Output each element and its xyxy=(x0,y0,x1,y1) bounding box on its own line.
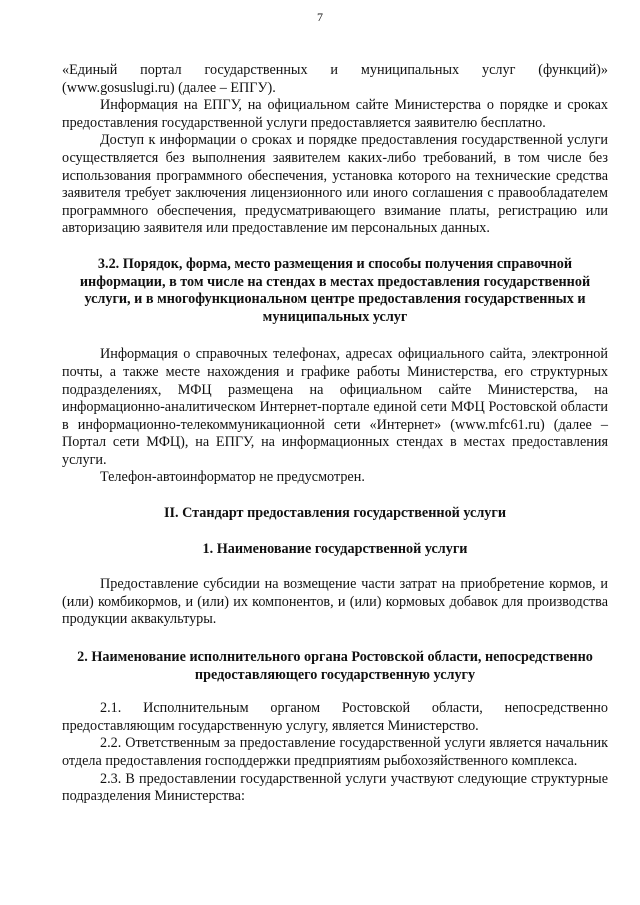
heading-section-3-2: 3.2. Порядок, форма, место размещения и способы получения справочной информации, в том числе на стендах в местах предоставления государственной услуги, и в многофункциональном центре предоставления государственных и муниципальных услуг xyxy=(79,255,591,325)
paragraph-contact-info: Информация о справочных телефонах, адресах официального сайта, электронной почты, а также месте нахождения и графике работы Министерства, его структурных подразделениях, МФЦ размещена на официальном сайте Министерства, на информационно-аналитическом Интернет-портале единой сети МФЦ Ростовской области в информационно-телекоммуникационной сети «Интернет» (www.mfc61.ru) (далее – Портал сети МФЦ), на ЕПГУ, на информационных стендах в местах предоставления услуги. xyxy=(62,346,608,468)
page-number: 7 xyxy=(317,10,323,24)
paragraph-2-2: 2.2. Ответственным за предоставление государственной услуги является начальник отдела предоставления господдержки предприятиям рыбохозяйственного комплекса. xyxy=(62,735,608,769)
heading-service-name: 1. Наименование государственной услуги xyxy=(202,540,468,557)
paragraph-service-description: Предоставление субсидии на возмещение части затрат на приобретение кормов, и (или) комбикормов, и (или) их компонентов, и (или) кормовых добавок для производства продукции аквакультуры. xyxy=(62,576,608,628)
paragraph-portal: «Единый портал государственных и муниципальных услуг (функций)» (www.gosuslugi.ru) (далее – ЕПГУ). xyxy=(62,62,608,96)
heading-standard: II. Стандарт предоставления государственной услуги xyxy=(163,505,507,522)
document-body xyxy=(62,62,608,806)
paragraph-2-3: 2.3. В предоставлении государственной услуги участвуют следующие структурные подразделения Министерства: xyxy=(62,770,608,805)
paragraph-autoinformer: Телефон-автоинформатор не предусмотрен. xyxy=(100,469,365,486)
paragraph-2-1: 2.1. Исполнительным органом Ростовской области, непосредственно предоставляющим государственную услугу, является Министерство. xyxy=(62,700,608,734)
paragraph-access: Доступ к информации о сроках и порядке предоставления государственной услуги осуществляется без выполнения заявителем каких-либо требований, в том числе без использования программного обеспечения, установка которого на технические средства заявителя требует заключения лицензионного или иного соглашения с правообладателем программного обеспечения, предусматривающего взимание платы, регистрацию или авторизацию заявителя или предоставление им персональных данных. xyxy=(62,132,608,237)
heading-executive-body: 2. Наименование исполнительного органа Ростовской области, непосредственно предоставляющего государственную услугу xyxy=(77,649,593,683)
paragraph-free-info: Информация на ЕПГУ, на официальном сайте Министерства о порядке и сроках предоставления государственной услуги предоставляется заявителю бесплатно. xyxy=(62,97,608,131)
